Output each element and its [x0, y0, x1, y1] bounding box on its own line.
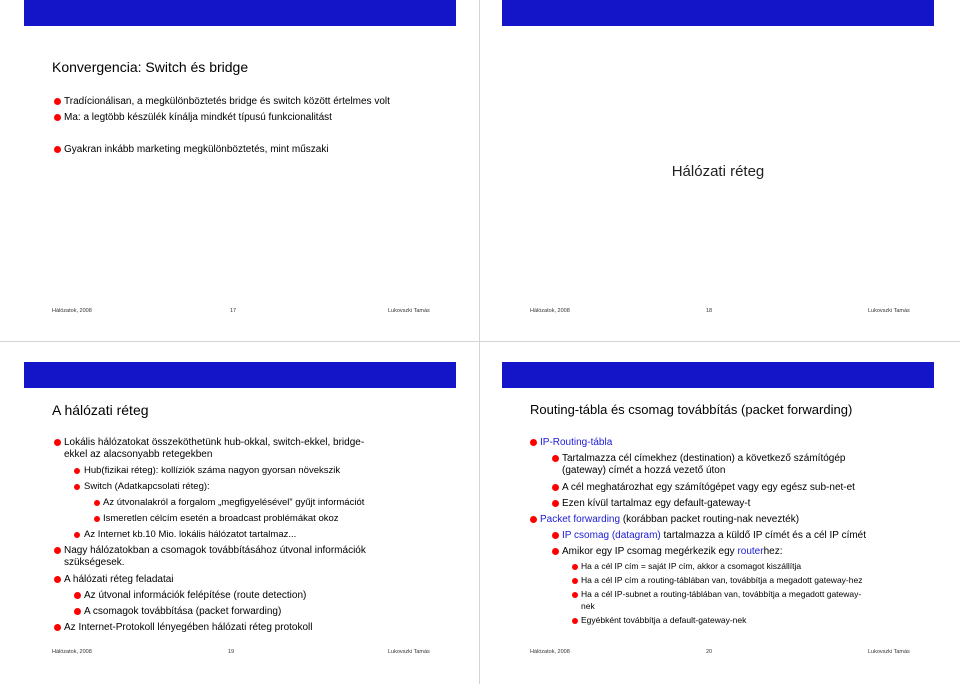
slide-title: Routing-tábla és csomag továbbítás (packet forwarding): [530, 402, 853, 417]
bullet-icon: [74, 608, 81, 615]
slide-header-band: [502, 0, 934, 26]
bullet-text: A cél meghatározhat egy számítógépet vagy egy egész sub-net-et: [562, 482, 855, 493]
footer-page-number: 20: [706, 649, 713, 655]
bullet-text: IP-Routing-tábla: [540, 437, 613, 448]
bullet-icon: [94, 500, 100, 506]
bullet-text: Gyakran inkább marketing megkülönböztetés, mint műszaki: [64, 144, 329, 155]
slide-17: [24, 0, 456, 320]
bullet-icon: [54, 576, 61, 583]
bullet-icon: [572, 618, 578, 624]
bullet-text: Tartalmazza cél címekhez (destination) a következő számítógép: [562, 453, 846, 464]
text-segment: tartalmazza a küldő IP címét és a cél IP címét: [660, 530, 867, 541]
bullet-icon: [572, 578, 578, 584]
bullet-icon: [572, 592, 578, 598]
footer-author: Lukovszki Tamás: [388, 649, 430, 655]
highlight-term: Packet forwarding: [540, 514, 621, 525]
footer-author: Lukovszki Tamás: [388, 308, 430, 314]
bullet-text: Tradícionálisan, a megkülönböztetés bridge és switch között értelmes volt: [64, 96, 390, 107]
bullet-icon: [552, 455, 559, 462]
footer-course: Hálózatok, 2008: [530, 649, 570, 655]
bullet-text: Ma: a legtöbb készülék kínálja mindkét típusú funkcionalitást: [64, 112, 332, 123]
bullet-icon: [54, 624, 61, 631]
bullet-text: Lokális hálózatokat összeköthetünk hub-okkal, switch-ekkel, bridge-: [64, 437, 365, 448]
bullet-icon: [552, 548, 559, 555]
text-segment: (korábban packet routing-nak nevezték): [620, 514, 800, 525]
footer-author: Lukovszki Tamás: [868, 649, 910, 655]
bullet-icon: [74, 532, 80, 538]
footer-page-number: 17: [230, 308, 237, 314]
text-segment: Amikor egy IP csomag megérkezik egy: [562, 546, 738, 557]
footer-author: Lukovszki Tamás: [868, 308, 910, 314]
bullet-text: [540, 514, 799, 526]
bullet-text: Ismeretlen célcím esetén a broadcast problémákat okoz: [103, 513, 339, 524]
footer-page-number: 18: [706, 308, 713, 314]
slide-20: [502, 362, 934, 682]
bullet-text: Az Internet-Protokoll lényegében hálózati réteg protokoll: [64, 622, 313, 633]
bullet-text: Hub(fizikai réteg): kollíziók száma nagyon gyorsan növekszik: [84, 465, 341, 476]
footer-course: Hálózatok, 2008: [52, 308, 92, 314]
slide-header-band: [24, 0, 456, 26]
bullet-text: Ha a cél IP cím a routing-táblában van, továbbítja a megadott gateway-hez: [581, 575, 863, 585]
bullet-text: A hálózati réteg feladatai: [64, 574, 174, 585]
bullet-icon: [530, 516, 537, 523]
bullet-text: [562, 530, 866, 542]
bullet-text: A csomagok továbbítása (packet forwarding): [84, 606, 282, 617]
slide-19: [24, 362, 456, 682]
bullet-icon: [572, 564, 578, 570]
slide-title: A hálózati réteg: [52, 402, 149, 418]
bullet-icon: [54, 547, 61, 554]
bullet-text: Ha a cél IP cím = saját IP cím, akkor a csomagot kiszállítja: [581, 561, 802, 571]
highlight-term: IP csomag (datagram): [562, 530, 661, 541]
bullet-icon: [54, 114, 61, 121]
footer-course: Hálózatok, 2008: [530, 308, 570, 314]
footer-course: Hálózatok, 2008: [52, 649, 92, 655]
bullet-icon: [530, 439, 537, 446]
footer-page-number: 19: [228, 649, 235, 655]
bullet-icon: [74, 484, 80, 490]
bullet-icon: [552, 532, 559, 539]
slide-title: Konvergencia: Switch és bridge: [52, 59, 249, 75]
slide-18: [502, 0, 934, 320]
bullet-icon: [54, 439, 61, 446]
bullet-text: Egyébként továbbítja a default-gateway-nek: [581, 615, 747, 625]
bullet-text: Nagy hálózatokban a csomagok továbbításához útvonal információk: [64, 545, 366, 556]
bullet-icon: [552, 484, 559, 491]
text-segment: hez:: [763, 546, 783, 557]
bullet-icon: [74, 468, 80, 474]
bullet-text: Az Internet kb.10 Mio. lokális hálózatot tartalmaz...: [84, 529, 297, 540]
horizontal-divider: [0, 341, 960, 342]
bullet-text-continued: szükségesek.: [64, 557, 125, 568]
bullet-icon: [552, 500, 559, 507]
bullet-text: [562, 546, 782, 558]
bullet-icon: [94, 516, 100, 522]
bullet-icon: [54, 146, 61, 153]
bullet-text-continued: (gateway) címét a hozzá vezető úton: [562, 465, 726, 476]
bullet-text-continued: nek: [581, 601, 595, 611]
bullet-text: Switch (Adatkapcsolati réteg):: [84, 481, 210, 492]
bullet-text: Ezen kívül tartalmaz egy default-gateway-t: [562, 498, 751, 509]
slide-header-band: [502, 362, 934, 388]
bullet-icon: [54, 98, 61, 105]
highlight-term: router: [737, 546, 764, 557]
bullet-text: Az útvonal információk felépítése (route detection): [84, 590, 307, 601]
bullet-text-continued: ekkel az alacsonyabb retegekben: [64, 449, 213, 460]
bullet-icon: [74, 592, 81, 599]
bullet-text: Az útvonalakról a forgalom „megfigyelésével” gyűjt információt: [103, 497, 365, 508]
vertical-divider: [479, 0, 480, 684]
slide-header-band: [24, 362, 456, 388]
bullet-text: Ha a cél IP-subnet a routing-táblában van, továbbítja a megadott gateway-: [581, 589, 862, 599]
slide-title: Hálózati réteg: [671, 163, 765, 180]
